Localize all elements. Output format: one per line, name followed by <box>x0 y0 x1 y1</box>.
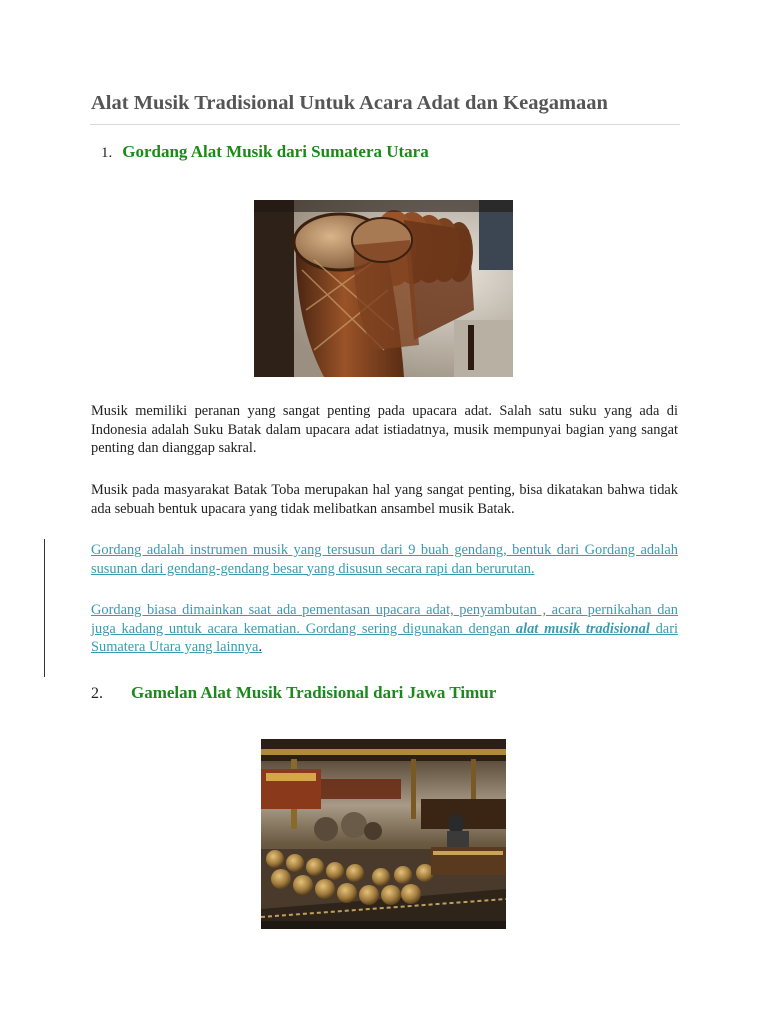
paragraph-1: Musik memiliki peranan yang sangat penting pada upacara adat. Salah satu suku yang ada di Indonesia adalah Suku Batak dalam upacara adat istiadatnya, musik mempunyai bagian yang sangat penting dan dianggap sakral. <box>91 403 678 456</box>
paragraph-2: Musik pada masyarakat Batak Toba merupakan hal yang sangat penting, bisa dikatakan bahwa tidak ada sebuah bentuk upacara yang tidak melibatkan ansambel musik Batak. <box>91 482 678 517</box>
section-number: 2. <box>91 685 103 702</box>
section-heading-text: Gamelan Alat Musik Tradisional dari Jawa Timur <box>131 683 497 702</box>
paragraph-4-tail: dari Sumatera Utara yang lainnya <box>91 620 678 655</box>
gamelan-ensemble-image <box>261 739 506 929</box>
document-title: Alat Musik Tradisional Untuk Acara Adat dan Keagamaan <box>91 92 608 114</box>
gordang-drums-image <box>254 200 513 377</box>
paragraph-4-link[interactable] <box>91 601 678 657</box>
paragraph-4-end: . <box>258 639 263 655</box>
section-heading-gordang <box>101 137 429 164</box>
paragraph-4-emphasis: alat musik tradisional <box>515 620 650 637</box>
paragraph-4-lead: Gordang biasa dimainkan saat ada pementasan upacara adat, penyambutan , acara pernikahan dan juga kadang untuk acara kematian. Gordang sering digunakan dengan <box>91 602 678 637</box>
section-number: 1. <box>101 145 113 161</box>
section-heading-gamelan <box>91 678 496 705</box>
title-divider <box>90 124 680 125</box>
change-bar <box>44 539 45 677</box>
section-heading-text: Gordang Alat Musik dari Sumatera Utara <box>122 142 429 161</box>
paragraph-3-link[interactable]: Gordang adalah instrumen musik yang tersusun dari 9 buah gendang, bentuk dari Gordang adalah susunan dari gendang-gendang besar yang disusun secara rapi dan berurutan. <box>91 542 678 577</box>
